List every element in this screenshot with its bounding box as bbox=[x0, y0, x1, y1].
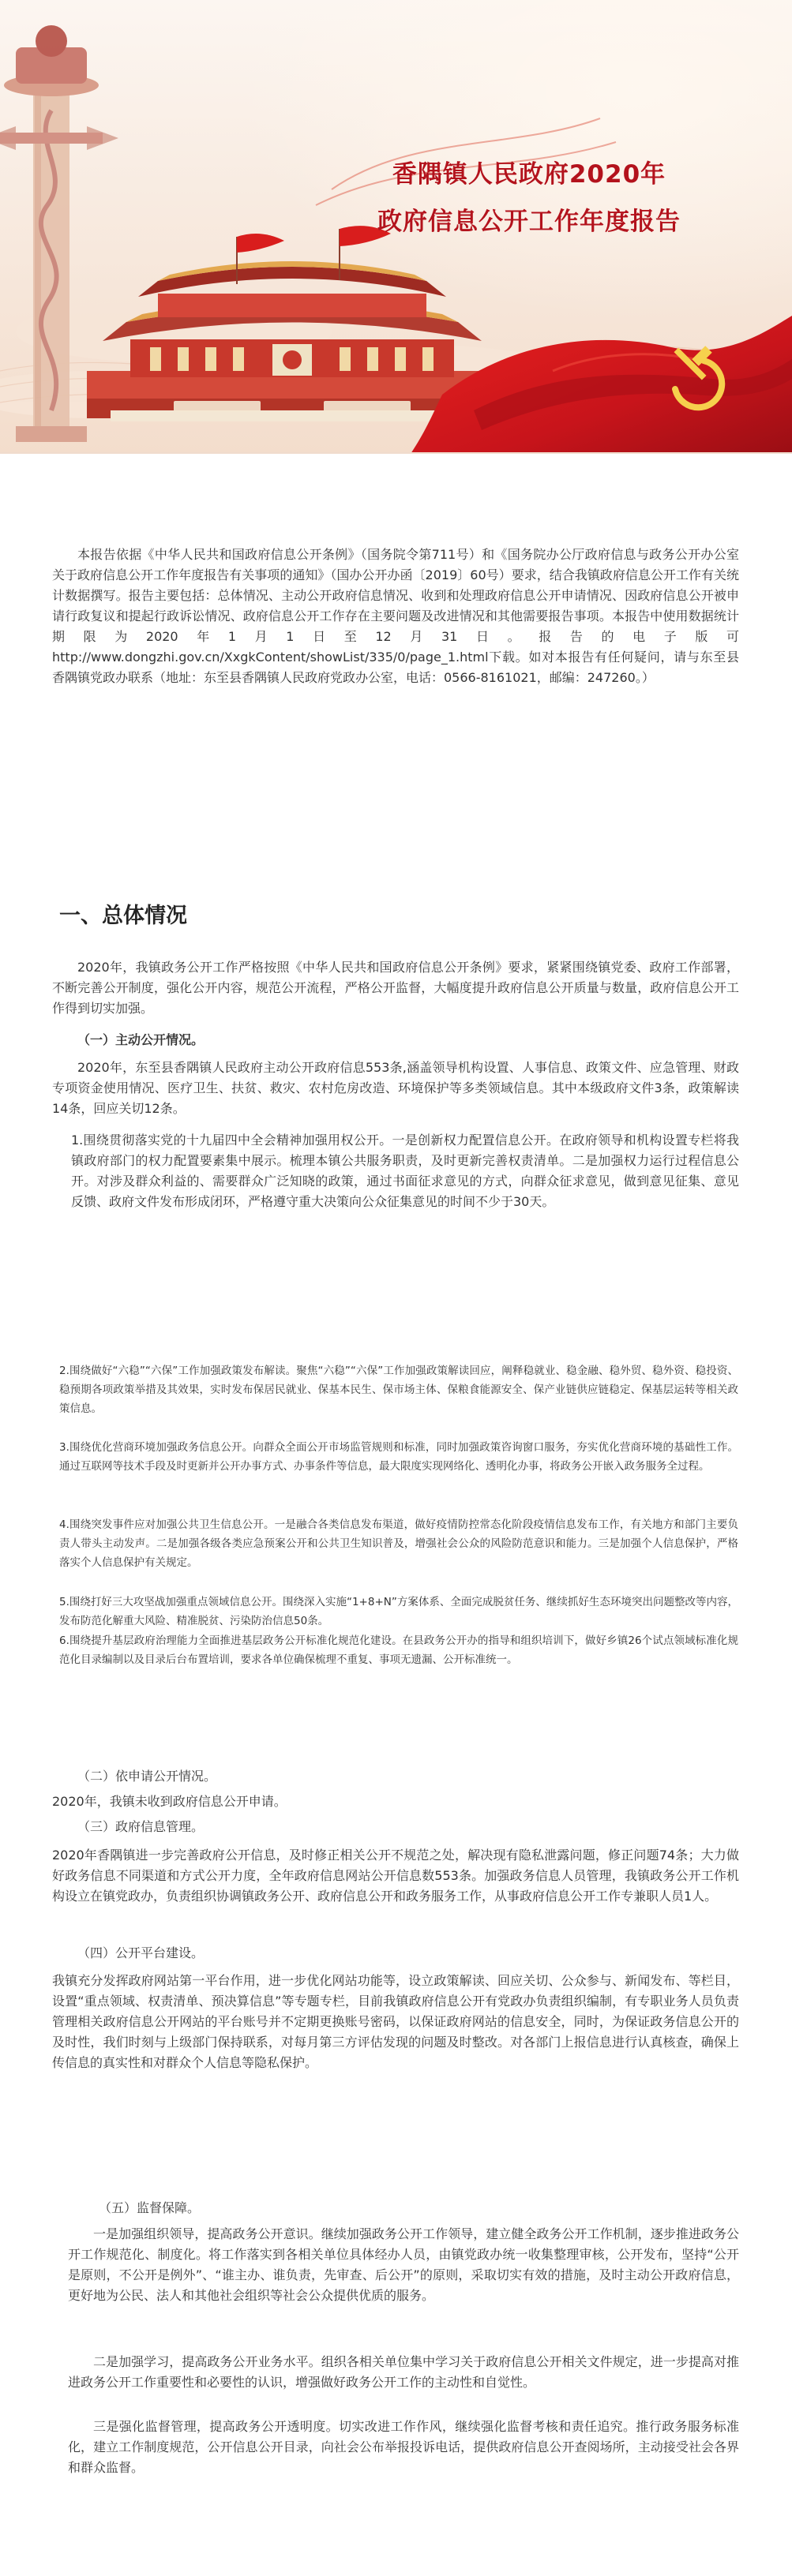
active-item-6: 6.围绕提升基层政府治理能力全面推进基层政务公开标准化规范化建设。在县政务公开办的指导和组织培训下，做好乡镇26个试点领域标准化规范化目录编制以及目录后台布置培训，要求各单位确保梳理不重复、事项无遗漏、公开标准统一。 bbox=[59, 1634, 738, 1666]
active-item-3: 3.围绕优化营商环境加强政务信息公开。向群众全面公开市场监管规则和标准，同时加强政策咨询窗口服务，夯实优化营商环境的基础性工作。通过互联网等技术手段及时更新并公开办事方式、办事条件等信息，最大限度实现网络化、透明化办事，将政务公开嵌入政务服务全过程。 bbox=[59, 1441, 738, 1473]
supervision-paragraph-3: 三是强化监督管理，提高政务公开透明度。切实改进工作作风，继续强化监督考核和责任追究。推行政务服务标准化，建立工作制度规范，公开信息公开目录，向社会公布举报投诉电话，提供政府信息公开查阅场所，主动接受社会各界和群众监督。 bbox=[68, 2419, 739, 2475]
subhead-active-disclosure: （一）主动公开情况。 bbox=[77, 1032, 205, 1047]
supervision-paragraph-1: 一是加强组织领导，提高政务公开意识。继续加强政务公开工作领导，建立健全政务公开工作机制，逐步推进政务公开工作规范化、制度化。将工作落实到各相关单位具体经办人员，由镇党政办统一收集整理审核，公开发布，坚持“公开是原则，不公开是例外”、“谁主办、谁负责，先审查、后公开”的原则，采取切实有效的措施，及时主动公开政府信息，更好地为公民、法人和其他社会组织等社会公众提供优质的服务。 bbox=[68, 2226, 739, 2303]
subhead-supervision: （五）监督保障。 bbox=[99, 2200, 201, 2215]
subhead-management: （三）政府信息管理。 bbox=[77, 1819, 205, 1834]
active-item-5: 5.围绕打好三大攻坚战加强重点领域信息公开。围绕深入实施“1+8+N”方案体系、全面完成脱贫任务、继续抓好生态环境突出问题整改等内容，发布防范化解重大风险、精准脱贫、污染防治信息50条。 bbox=[59, 1596, 738, 1627]
hero-banner bbox=[0, 0, 792, 454]
supervision-paragraph-2: 二是加强学习，提高政务公开业务水平。组织各相关单位集中学习关于政府信息公开相关文件规定，进一步提高对推进政务公开工作重要性和必要性的认识，增强做好政务公开工作的主动性和自觉性。 bbox=[68, 2354, 739, 2390]
active-disclosure-summary: 2020年，东至县香隅镇人民政府主动公开政府信息553条,涵盖领导机构设置、人事信息、政策文件、应急管理、财政专项资金使用情况、医疗卫生、扶贫、救灾、农村危房改造、环境保护等多类领域信息。其中本级政府文件3条，政策解读14条，回应关切12条。 bbox=[52, 1060, 739, 1116]
platform-text: 我镇充分发挥政府网站第一平台作用，进一步优化网站功能等，设立政策解读、回应关切、公众参与、新闻发布、等栏目，设置“重点领域、权责清单、预决算信息”等专题专栏，目前我镇政府信息公开有党政办负责组织编制，有专职业务人员负责管理相关政府信息公开网站的平台账号并不定期更换账号密码，以保证政府网站的信息安全，同时，为保证政务信息公开的及时性，我们时刻与上级部门保持联系，对每月第三方评估发现的问题及时整改。对各部门上报信息进行认真核查，确保上传信息的真实性和对群众个人信息等隐私保护。 bbox=[52, 1973, 739, 2070]
report-title-line2: 政府信息公开工作年度报告 bbox=[377, 208, 681, 236]
subhead-platform: （四）公开平台建设。 bbox=[77, 1945, 205, 1960]
active-item-4: 4.围绕突发事件应对加强公共卫生信息公开。一是融合各类信息发布渠道，做好疫情防控常态化阶段疫情信息发布工作，有关地方和部门主要负责人带头主动发声。二是加强各级各类应急预案公开和公共卫生知识普及，增强社会公众的风险防范意识和能力。三是加强个人信息保护，严格落实个人信息保护有关规定。 bbox=[59, 1518, 738, 1569]
active-item-1: 1.围绕贯彻落实党的十九届四中全会精神加强用权公开。一是创新权力配置信息公开。在政府领导和机构设置专栏将我镇政府部门的权力配置要素集中展示。梳理本镇公共服务职责，及时更新完善权责清单。二是加强权力运行过程信息公开。对涉及群众利益的、需要群众广泛知晓的政策，通过书面征求意见的方式，向群众征求意见，做到意见征集、意见反馈、政府文件发布形成闭环，严格遵守重大决策向公众征集意见的时间不少于30天。 bbox=[71, 1133, 739, 1209]
intro-paragraph: 本报告依据《中华人民共和国政府信息公开条例》（国务院令第711号）和《国务院办公厅政府信息与政务公开办公室关于政府信息公开工作年度报告有关事项的通知》（国办公开办函〔2019〕60号）要求，结合我镇政府信息公开工作有关统计数据撰写。报告主要包括：总体情况、主动公开政府信息情况、收到和处理政府信息公开申请情况、因政府信息公开被申请行政复议和提起行政诉讼情况、政府信息公开工作存在主要问题及改进情况和其他需要报告事项。本报告中使用数据统计期限为2020年1月1日至12月31日。报告的电子版可http://www.dongzhi.gov.cn/XxgkContent/showList/335/0/page_1.html下载。如对本报告有任何疑问，请与东至县香隅镇党政办联系（地址：东至县香隅镇人民政府党政办公室，电话：0566-8161021，邮编：247260。） bbox=[52, 547, 739, 685]
subhead-application: （二）依申请公开情况。 bbox=[77, 1769, 217, 1784]
active-item-2: 2.围绕做好“六稳”“六保”工作加强政策发布解读。聚焦“六稳”“六保”工作加强政策解读回应，阐释稳就业、稳金融、稳外贸、稳外资、稳投资、稳预期各项政策举措及其效果，实时发布保居民就业、保基本民生、保市场主体、保粮食能源安全、保产业链供应链稳定、保基层运转等相关政策信息。 bbox=[59, 1365, 738, 1415]
application-text: 2020年，我镇未收到政府信息公开申请。 bbox=[52, 1794, 287, 1809]
overview-paragraph: 2020年，我镇政务公开工作严格按照《中华人民共和国政府信息公开条例》要求，紧紧围绕镇党委、政府工作部署，不断完善公开制度，强化公开内容，规范公开流程，严格公开监督，大幅度提升政府信息公开质量与数量，政府信息公开工作得到切实加强。 bbox=[52, 960, 739, 1016]
report-title-line1: 香隅镇人民政府2020年 bbox=[392, 160, 666, 189]
management-text: 2020年香隅镇进一步完善政府公开信息，及时修正相关公开不规范之处，解决现有隐私泄露问题，修正问题74条；大力做好政务信息不同渠道和方式公开力度，全年政府信息网站公开信息数553条。加强政务信息人员管理，我镇政务公开工作机构设立在镇党政办，负责组织协调镇政务公开、政府信息公开和政务服务工作，从事政府信息公开工作专兼职人员1人。 bbox=[52, 1848, 739, 1904]
section-title-overview: 一、总体情况 bbox=[59, 904, 187, 928]
